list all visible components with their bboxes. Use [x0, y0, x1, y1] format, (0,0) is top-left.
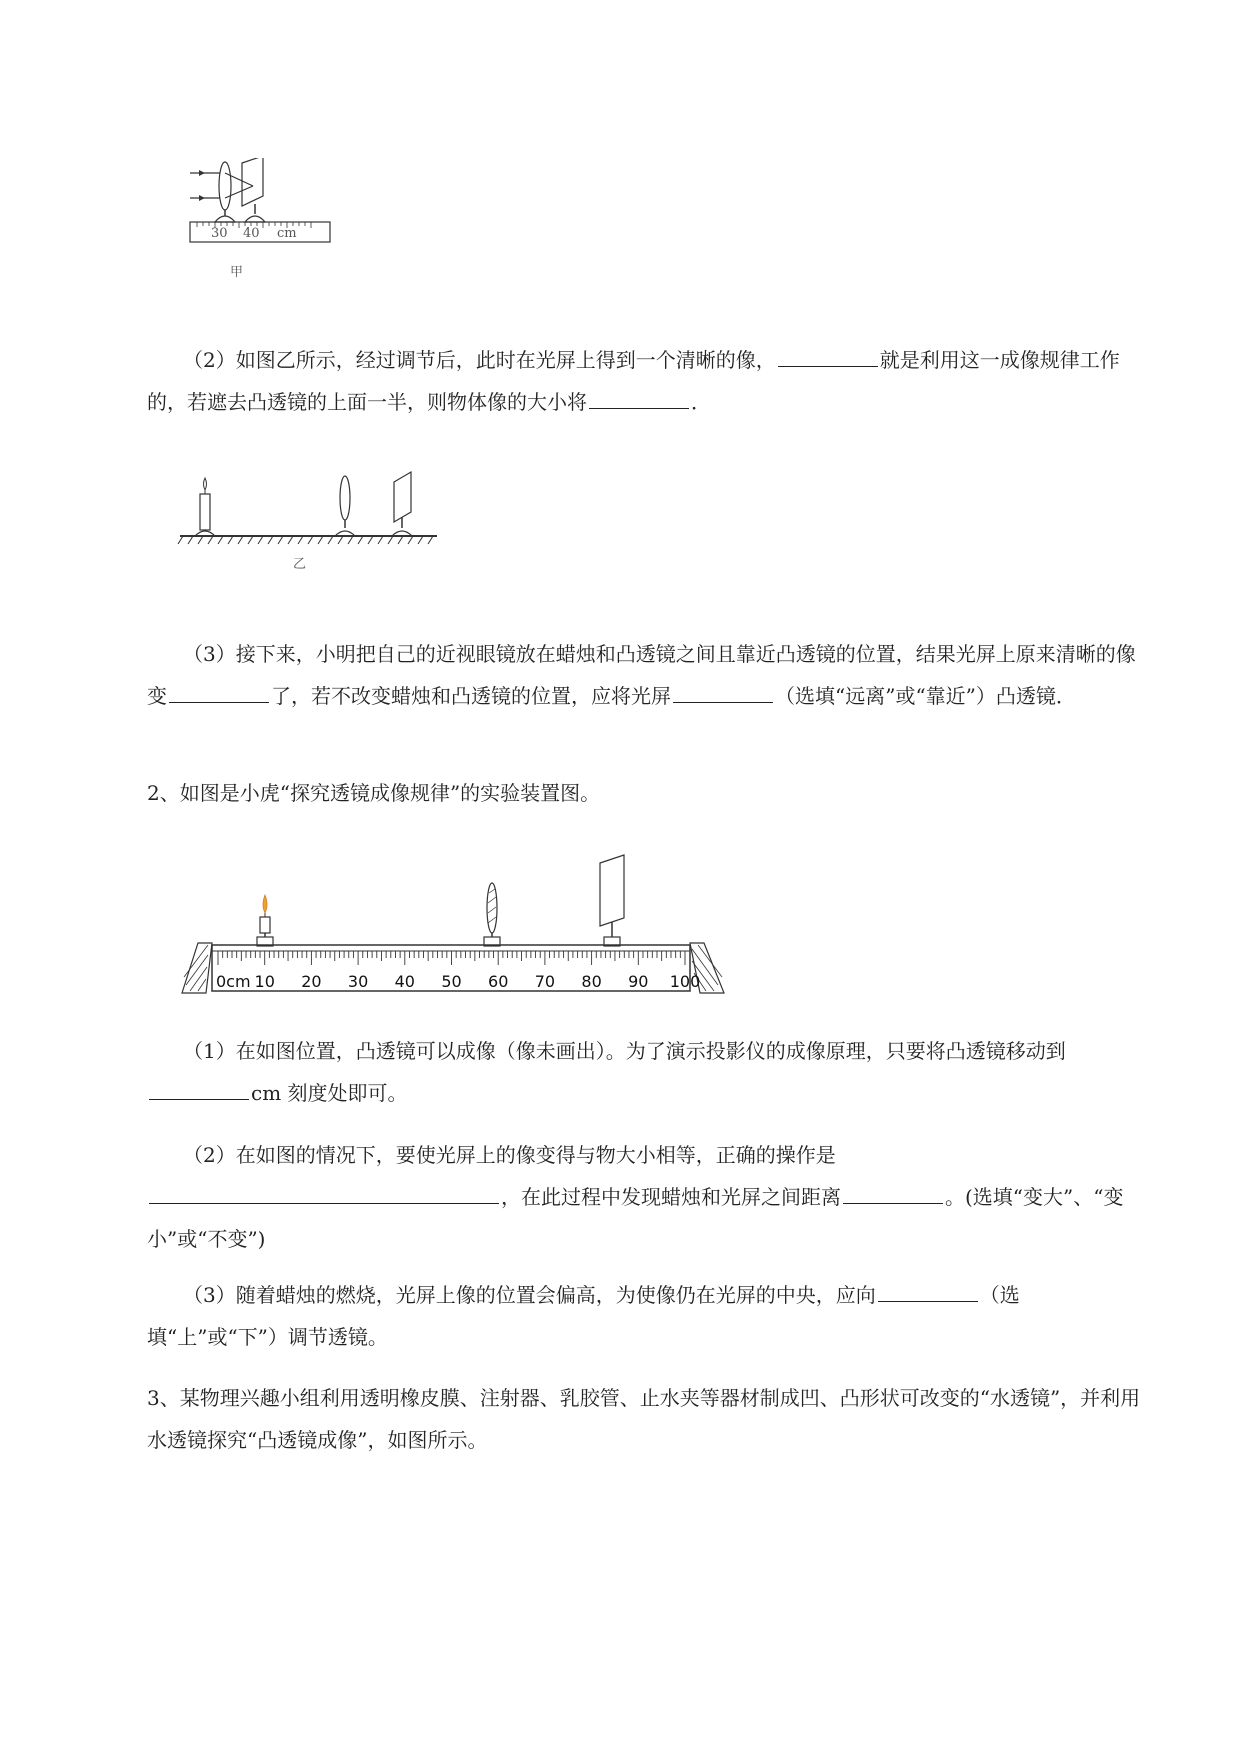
jia-scale-30: 30	[211, 226, 228, 241]
answer-blank[interactable]	[169, 680, 269, 703]
bench-scale-label: 0cm	[216, 972, 251, 991]
figure-jia	[185, 158, 335, 283]
answer-blank[interactable]	[673, 680, 773, 703]
bench-scale-label: 30	[347, 972, 369, 991]
q2-part1-text-a: （1）在如图位置，凸透镜可以成像（像未画出）。为了演示投影仪的成像原理，只要将凸透镜移动到	[183, 1039, 1066, 1063]
jia-scale-40: 40	[243, 226, 260, 241]
answer-blank[interactable]	[778, 344, 878, 367]
figure-yi-caption: 乙	[293, 557, 307, 572]
q2-part1-text-b: cm 刻度处即可。	[251, 1081, 408, 1105]
jia-scale-unit: cm	[277, 226, 297, 241]
bench-scale-label: 20	[301, 972, 322, 991]
q1-part2-text-c: ．	[691, 390, 711, 414]
bench-scale-label: 70	[534, 972, 556, 991]
q3-title: 3、某物理兴趣小组利用透明橡皮膜、注射器、乳胶管、止水夹等器材制成凹、凸形状可改变的“水透镜”，并利用水透镜探究“凸透镜成像”，如图所示。	[147, 1386, 1141, 1452]
q2-part1	[147, 1030, 1147, 1114]
q2-part2-text-b: ，在此过程中发现蜡烛和光屏之间距离	[501, 1185, 841, 1209]
bench-scale-label: 10	[254, 972, 275, 991]
figure-jia-drawing	[185, 158, 335, 283]
q2-title: 2、如图是小虎“探究透镜成像规律”的实验装置图。	[147, 781, 601, 805]
q2-part2-text-c: 。(选填“变大”、“变小”或“不变”)	[147, 1185, 1124, 1251]
answer-blank[interactable]	[843, 1181, 943, 1204]
q1-part2-text-a: （2）如图乙所示，经过调节后，此时在光屏上得到一个清晰的像，	[183, 348, 776, 372]
bench-scale-label: 80	[581, 972, 602, 991]
q1-part3	[147, 633, 1147, 717]
answer-blank-long[interactable]	[149, 1181, 499, 1204]
q2-part3-text-a: （3）随着蜡烛的燃烧，光屏上像的位置会偏高，为使像仍在光屏的中央，应向	[183, 1283, 876, 1307]
bench-scale-label: 90	[628, 972, 649, 991]
q2-part2-text-a: （2）在如图的情况下，要使光屏上的像变得与物大小相等，正确的操作是	[183, 1143, 836, 1167]
bench-scale-label: 50	[441, 972, 462, 991]
figure-jia-caption: 甲	[230, 265, 244, 280]
q2-part2	[147, 1134, 1147, 1260]
bench-scale-label: 100	[669, 972, 701, 991]
q1-part3-text-c: （选填“远离”或“靠近”）凸透镜．	[775, 684, 1076, 708]
optical-bench-drawing	[178, 845, 738, 1005]
q1-part2	[147, 339, 1147, 423]
q1-part3-text-a: （3）接下来，小明把自己的近视眼镜放在蜡烛和凸透镜之间且靠近凸透镜的位置，结果光屏上原来清晰的像变	[147, 642, 1136, 708]
answer-blank[interactable]	[878, 1279, 978, 1302]
figure-yi	[175, 470, 445, 580]
bench-scale-label: 40	[394, 972, 415, 991]
bench-scale-label: 60	[488, 972, 509, 991]
q2-part3-text-b: （选填“上”或“下”）调节透镜。	[147, 1283, 1020, 1349]
answer-blank[interactable]	[149, 1077, 249, 1100]
q2-part3	[147, 1274, 1147, 1358]
q1-part3-text-b: 了，若不改变蜡烛和凸透镜的位置，应将光屏	[271, 684, 671, 708]
answer-blank[interactable]	[589, 386, 689, 409]
figure-yi-drawing	[175, 470, 445, 580]
q1-part2-text-b: 就是利用这一成像规律工作的，若遮去凸透镜的上面一半，则物体像的大小将	[147, 348, 1120, 414]
figure-optical-bench	[178, 845, 738, 1005]
